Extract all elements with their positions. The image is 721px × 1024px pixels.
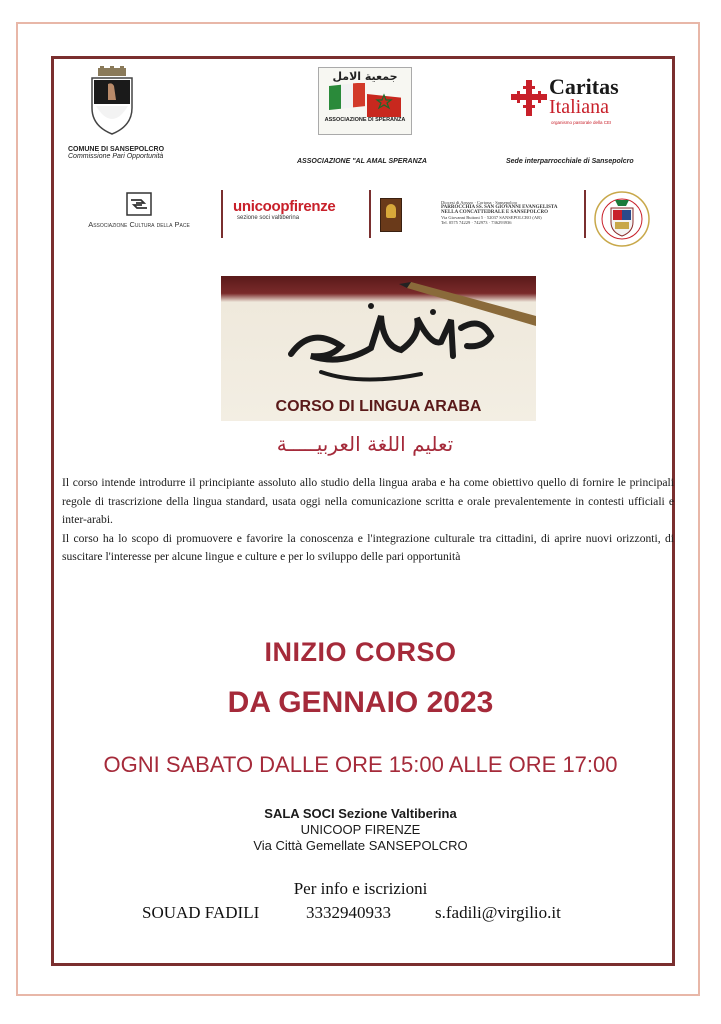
parrocchia-line: PARROCCHIA SS. SAN GIOVANNI EVANGELISTA: [441, 205, 558, 210]
schedule-text: OGNI SABATO DALLE ORE 15:00 ALLE ORE 17:00: [103, 752, 618, 777]
banner-subtitle: CORSO DI LINGUA ARABA: [275, 398, 482, 415]
caritas-name: Caritas: [549, 74, 619, 99]
caritas-tagline: organismo pastorale della CEI: [551, 120, 612, 125]
course-date-heading: DA GENNAIO 2023: [227, 686, 494, 719]
parrocchia-line: NELLA CONCATTEDRALE E SANSEPOLCRO: [441, 210, 549, 215]
course-start-heading: INIZIO CORSO: [264, 637, 457, 667]
associazione-arabic: جمعية الامل: [332, 70, 398, 83]
contact-phone: 3332940933: [306, 903, 391, 922]
caritas-caption: Sede interparrocchiale di Sansepolcro: [506, 158, 634, 165]
arabic-heading: تعليم اللغة العربيـــــة: [276, 432, 454, 456]
caritas-name2: Italiana: [549, 96, 609, 118]
associazione-banner: ASSOCIAZIONE DI SPERANZA: [324, 117, 406, 123]
venue-block: [0, 806, 721, 854]
venue-line-3: Via Città Gemellate SANSEPOLCRO: [253, 838, 468, 853]
associazione-logo: [318, 67, 412, 135]
info-title: Per info e iscrizioni: [293, 879, 428, 898]
icon-image: [380, 198, 402, 232]
sponsor-divider: [221, 190, 223, 238]
comune-name: COMUNE DI SANSEPOLCRO: [68, 146, 165, 153]
parrocchia-line: Via Giovanni Buitoni 5 · 52037 SANSEPOLCRO (AR): [441, 215, 542, 220]
calligraphy-banner: [221, 276, 536, 421]
comune-logo: [88, 66, 136, 136]
unicoop-sub: sezione soci valtiberina: [237, 215, 300, 221]
description-paragraph-1: Il corso intende introdurre il principiante assoluto allo studio della lingua araba e ha come obiettivo quello di fornire le principali regole di trascrizione della lingua standard, usata oggi nella comunicazione scritta e orale prevalentemente in contesti ufficiali e inter-arabi.: [62, 476, 674, 526]
comune-sub: Commissione Pari Opportunità: [68, 153, 164, 160]
associazione-caption: ASSOCIAZIONE "AL AMAL SPERANZA: [297, 158, 427, 165]
caritas-cross-icon: [511, 78, 547, 118]
contact-email: s.fadili@virgilio.it: [435, 903, 561, 922]
seal-icon: [593, 190, 651, 248]
flags-icon: [319, 83, 411, 117]
parrocchia-line: Tel. 0575 74229 · 742973 · 736293936: [441, 220, 512, 225]
comune-caption: [68, 146, 208, 160]
crest-icon: [88, 66, 136, 136]
sponsor-divider: [369, 190, 371, 238]
venue-line-2: UNICOOP FIRENZE: [300, 822, 421, 837]
unicoop-name: unicoopfirenze: [233, 198, 336, 215]
caritas-logo: [511, 74, 621, 132]
cultura-pace-label: Associazione Cultura della Pace: [88, 220, 190, 229]
calligraphy-image: [221, 276, 536, 396]
parrocchia-logo: [441, 200, 581, 236]
saint-icon: [386, 204, 396, 218]
description: [62, 474, 674, 567]
cultura-pace-logo: [64, 192, 214, 232]
unicoop-logo: [233, 198, 363, 232]
handshake-icon: [126, 192, 152, 216]
venue-line-1: SALA SOCI Sezione Valtiberina: [264, 806, 457, 821]
description-paragraph-2: Il corso ha lo scopo di promuovere e favorire la conoscenza e l'integrazione culturale tra cittadini, di aprire nuovi orizzonti, di suscitare l'interesse per alcune lingue e culture e per lo sviluppo delle pari opportunità: [62, 531, 674, 563]
diocese-seal: [593, 190, 651, 248]
contact-name: SOUAD FADILI: [142, 903, 260, 922]
sponsor-divider: [584, 190, 586, 238]
parrocchia-line: Diocesi di Arezzo · Cortona · Sansepolcro: [441, 200, 518, 205]
